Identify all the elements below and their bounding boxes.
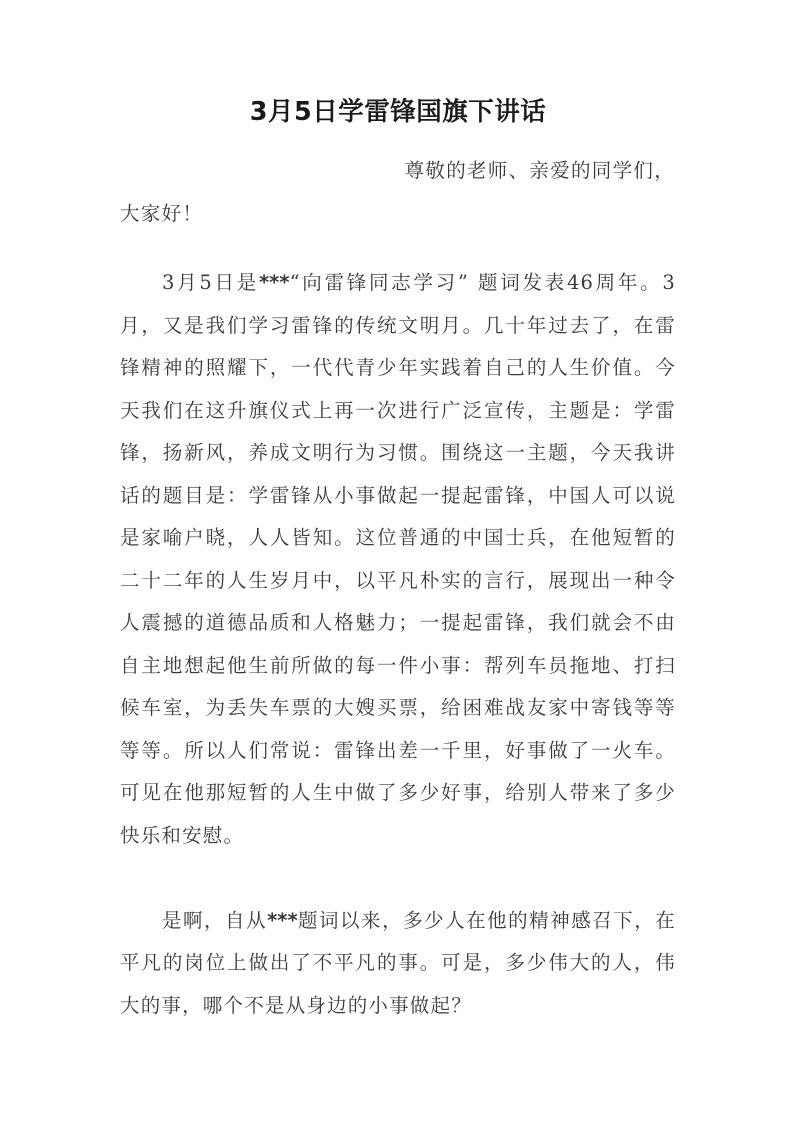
paragraph-2-text-rest: 题词以来，多少人在他的精神感召下，在平凡的岗位上做出了不平凡的事。可是，多少伟大的人，伟大的事，哪个不是从身边的小事做起？	[120, 908, 676, 1017]
paragraph-2	[120, 900, 676, 1028]
page-title: 3月5日学雷锋国旗下讲话	[249, 97, 547, 127]
paragraph-1	[120, 262, 676, 857]
salutation-line-2: 大家好！	[120, 201, 204, 225]
paragraph-2-text-lead: 是啊，自从	[162, 908, 268, 932]
paragraph-1-text-rest: “向雷锋同志学习” 题词发表46周年。3月，又是我们学习雷锋的传统文明月。几十年过去了，在雷锋精神的照耀下，一代代青少年实践着自己的人生价值。今天我们在这升旗仪式上再一次进行广泛宣传，主题是：学雷锋，扬新风，养成文明行为习惯。围绕这一主题，今天我讲话的题目是：学雷锋从小事做起一提起雷锋，中国人可以说是家喻户晓，人人皆知。这位普通的中国士兵，在他短暂的二十二年的人生岁月中，以平凡朴实的言行，展现出一种令人震撼的道德品质和人格魅力；一提起雷锋，我们就会不由自主地想起他生前所做的每一件小事：帮列车员拖地、打扫候车室，为丢失车票的大嫂买票，给困难战友家中寄钱等等等等。所以人们常说：雷锋出差一千里，好事做了一火车。可见在他那短暂的人生中做了多少好事，给别人带来了多少快乐和安慰。	[120, 271, 676, 847]
salutation-block	[120, 150, 676, 235]
paragraph-1-redacted-name: ***	[258, 271, 290, 294]
paragraph-1-text-lead: 3月5日是	[162, 271, 259, 294]
paragraph-2-redacted-name: ***	[267, 908, 298, 932]
salutation-line-1: 尊敬的老师、亲爱的同学们，	[404, 159, 675, 182]
body-paragraphs	[120, 262, 676, 1027]
